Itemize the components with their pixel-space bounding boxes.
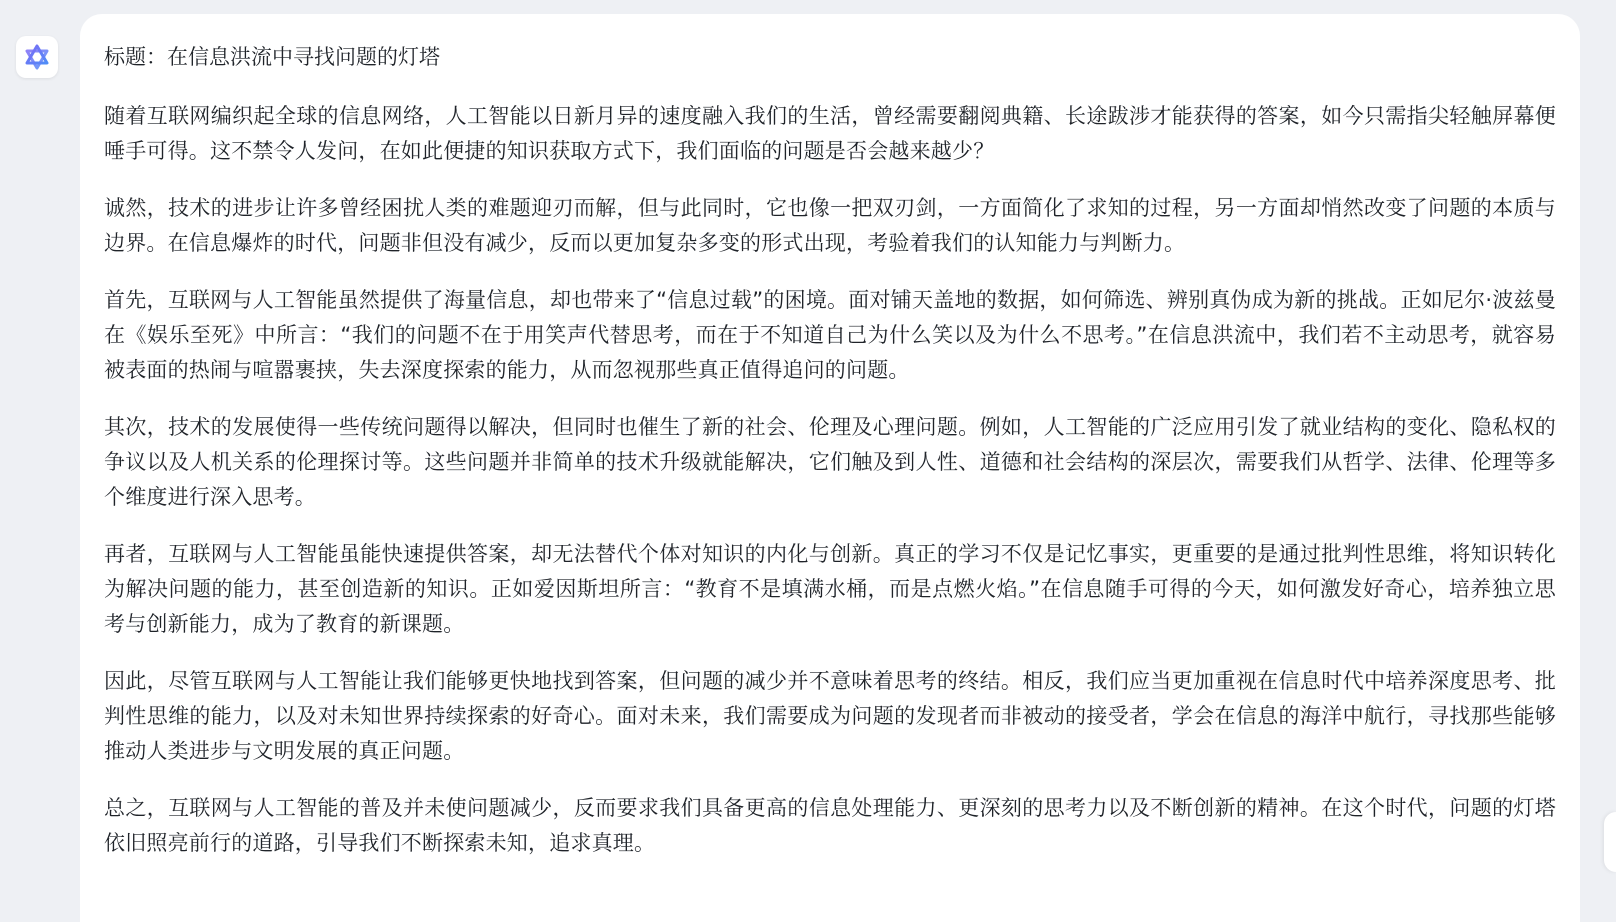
message-paragraph: 随着互联网编织起全球的信息网络，人工智能以日新月异的速度融入我们的生活，曾经需要翻阅典籍、长途跋涉才能获得的答案，如今只需指尖轻触屏幕便唾手可得。这不禁令人发问，在如此便捷的知识获取方式下，我们面临的问题是否会越来越少？ xyxy=(104,104,1556,163)
message-paragraph: 总之，互联网与人工智能的普及并未使问题减少，反而要求我们具备更高的信息处理能力、更深刻的思考力以及不断创新的精神。在这个时代，问题的灯塔依旧照亮前行的道路，引导我们不断探索未知，追求真理。 xyxy=(104,796,1556,855)
assistant-logo-icon xyxy=(23,43,51,71)
message-title: 标题：在信息洪流中寻找问题的灯塔 xyxy=(104,45,440,69)
message-paragraph: 再者，互联网与人工智能虽能快速提供答案，却无法替代个体对知识的内化与创新。真正的学习不仅是记忆事实，更重要的是通过批判性思维，将知识转化为解决问题的能力，甚至创造新的知识。正如爱因斯坦所言：“教育不是填满水桶，而是点燃火焰。”在信息随手可得的今天，如何激发好奇心，培养独立思考与创新能力，成为了教育的新课题。 xyxy=(104,542,1556,636)
assistant-message-bubble xyxy=(80,14,1580,922)
assistant-avatar xyxy=(16,36,58,78)
message-paragraph: 诚然，技术的进步让许多曾经困扰人类的难题迎刃而解，但与此同时，它也像一把双刃剑，一方面简化了求知的过程，另一方面却悄然改变了问题的本质与边界。在信息爆炸的时代，问题非但没有减少，反而以更加复杂多变的形式出现，考验着我们的认知能力与判断力。 xyxy=(104,196,1556,255)
side-panel-handle[interactable] xyxy=(1604,812,1616,872)
message-paragraph: 其次，技术的发展使得一些传统问题得以解决，但同时也催生了新的社会、伦理及心理问题。例如，人工智能的广泛应用引发了就业结构的变化、隐私权的争议以及人机关系的伦理探讨等。这些问题并非简单的技术升级就能解决，它们触及到人性、道德和社会结构的深层次，需要我们从哲学、法律、伦理等多个维度进行深入思考。 xyxy=(104,415,1556,509)
message-paragraph: 因此，尽管互联网与人工智能让我们能够更快地找到答案，但问题的减少并不意味着思考的终结。相反，我们应当更加重视在信息时代中培养深度思考、批判性思维的能力，以及对未知世界持续探索的好奇心。面对未来，我们需要成为问题的发现者而非被动的接受者，学会在信息的海洋中航行，寻找那些能够推动人类进步与文明发展的真正问题。 xyxy=(104,669,1556,763)
message-paragraph: 首先，互联网与人工智能虽然提供了海量信息，却也带来了“信息过载”的困境。面对铺天盖地的数据，如何筛选、辨别真伪成为新的挑战。正如尼尔·波兹曼在《娱乐至死》中所言：“我们的问题不在于用笑声代替思考，而在于不知道自己为什么笑以及为什么不思考。”在信息洪流中，我们若不主动思考，就容易被表面的热闹与喧嚣裹挟，失去深度探索的能力，从而忽视那些真正值得追问的问题。 xyxy=(104,288,1556,382)
